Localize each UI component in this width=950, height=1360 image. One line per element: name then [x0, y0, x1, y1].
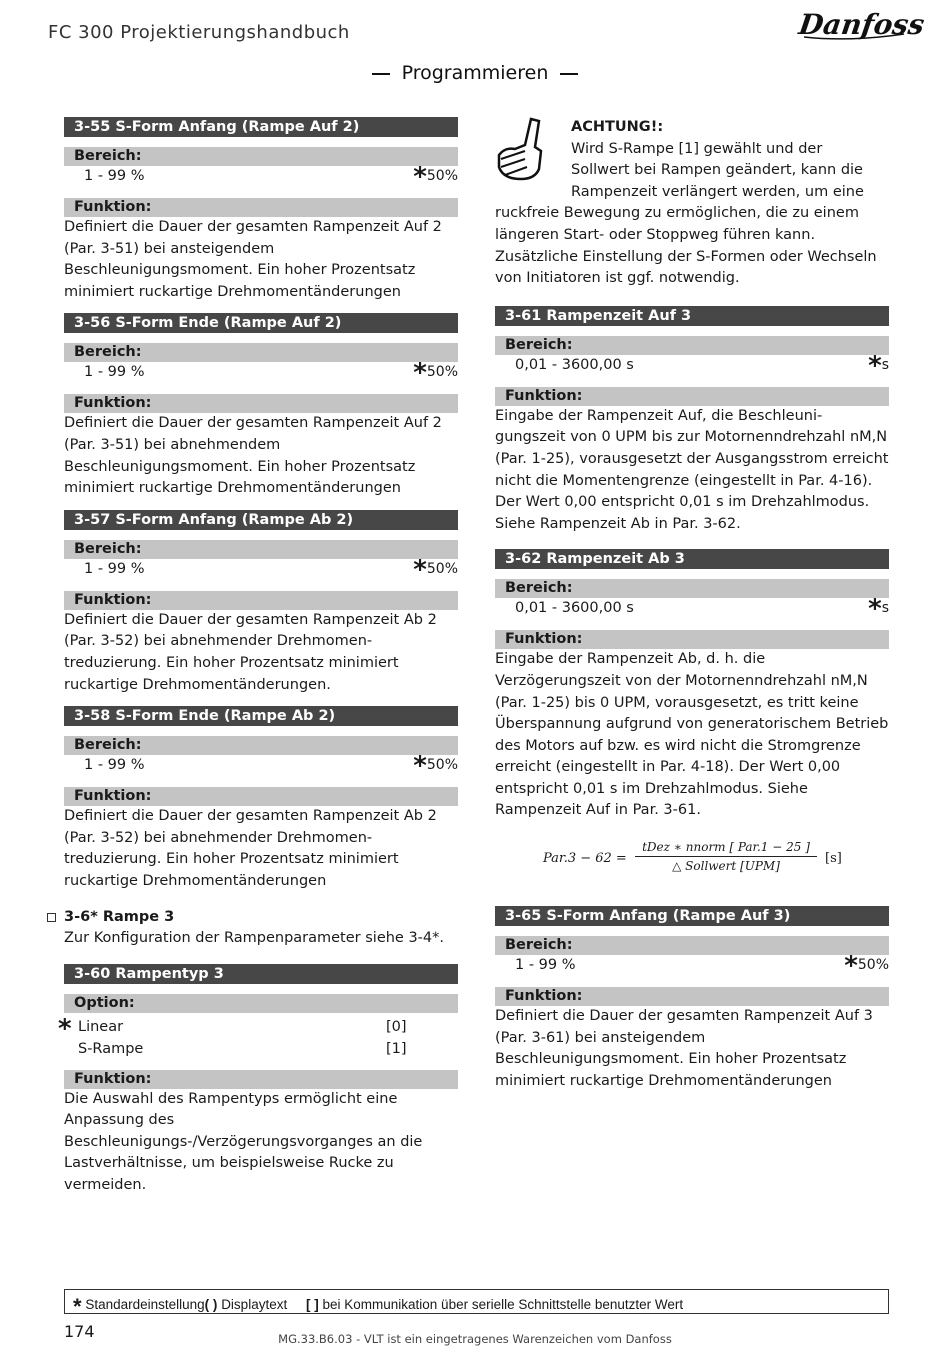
note-text: ruckfreie Bewegung zu ermöglichen, die zu einem längeren Start- oder Stoppweg führen kann. Zusätzliche Einstellung der S-Formen oder Wechseln von Initiatoren ist ggf. notwendig.	[495, 205, 877, 287]
hand-pointing-icon	[495, 117, 549, 183]
range-value: 1 - 99 %	[515, 957, 576, 974]
legend-paren: ( )	[204, 1297, 218, 1312]
right-column	[495, 117, 889, 1092]
function-label: Funktion:	[64, 394, 458, 413]
legend-serial: bei Kommunikation über serielle Schnittstelle benutzter Wert	[322, 1297, 684, 1312]
legend-bar	[64, 1289, 889, 1319]
default-value: *s	[868, 594, 889, 625]
checkbox-icon	[47, 913, 56, 922]
option-code: [0]	[386, 1018, 407, 1035]
param-title: 3-61 Rampenzeit Auf 3	[495, 306, 889, 326]
param-title: 3-62 Rampenzeit Ab 3	[495, 549, 889, 569]
default-value: *50%	[413, 162, 458, 192]
function-text: Eingabe der Rampenzeit Auf, die Beschleuni-gungszeit von 0 UPM bis zur Motornenndrehzahl nM,N (Par. 1-25), vorausgesetzt der Ausgangsstrom erreicht nicht die Momentengrenze (eingestellt in Par. 4-16). Der Wert 0,00 entspricht 0,01 s im Drehzahlmodus. Siehe Rampenzeit Ab in Par. 3-62.	[495, 407, 889, 532]
option-row	[58, 1013, 458, 1044]
param-3-56	[64, 313, 458, 499]
range-value: 0,01 - 3600,00 s	[515, 356, 634, 373]
function-label: Funktion:	[64, 198, 458, 217]
range-value: 0,01 - 3600,00 s	[515, 600, 634, 617]
note-line: Sollwert bei Rampen geändert, kann die	[571, 162, 863, 179]
param-3-57	[64, 510, 458, 696]
param-title: 3-56 S-Form Ende (Rampe Auf 2)	[64, 313, 458, 333]
range-label: Bereich:	[495, 336, 889, 355]
default-star-icon: *	[413, 162, 427, 192]
function-label: Funktion:	[495, 630, 889, 649]
formula	[495, 840, 889, 880]
range-row	[64, 751, 458, 782]
function-text: Definiert die Dauer der gesamten Rampenzeit Auf 2 (Par. 3-51) bei ansteigendem Beschleunigungsmoment. Ein hoher Prozentsatz minimiert ruckartige Drehmomentänderungen	[64, 219, 442, 300]
warning-note	[495, 117, 889, 290]
range-row	[495, 350, 889, 381]
option-label-text: Linear	[78, 1018, 124, 1035]
formula-unit: [s]	[825, 851, 842, 867]
option-label-text: S-Rampe	[78, 1040, 144, 1057]
function-label: Funktion:	[495, 387, 889, 406]
range-label: Bereich:	[64, 343, 458, 362]
param-3-55	[64, 117, 458, 303]
formula-denominator: △ Sollwert [UPM]	[672, 859, 780, 874]
default-value: *50%	[413, 751, 458, 782]
danfoss-logo	[796, 4, 927, 44]
param-title: 3-60 Rampentyp 3	[64, 964, 458, 984]
formula-lhs: Par.3 − 62 =	[543, 851, 627, 867]
range-row	[495, 951, 889, 982]
default-value: *50%	[413, 554, 458, 585]
function-text: Die Auswahl des Rampentyps ermöglicht eine Anpassung des Beschleunigungs-/Verzögerungsvorganges an die Lastverhältnisse, um beispielsweise Rucke zu vermeiden.	[64, 1090, 423, 1194]
range-label: Bereich:	[495, 579, 889, 598]
range-value: 1 - 99 %	[84, 560, 145, 577]
range-row	[64, 554, 458, 585]
option-row	[64, 1038, 458, 1060]
default-star-icon: *	[868, 594, 882, 625]
range-row	[64, 162, 458, 192]
document-title: FC 300 Projektierungshandbuch	[48, 22, 350, 43]
page-number: 174	[64, 1322, 95, 1341]
range-value: 1 - 99 %	[84, 757, 145, 774]
legend-default: Standardeinstellung	[85, 1297, 205, 1312]
function-label: Funktion:	[495, 987, 889, 1006]
range-label: Bereich:	[495, 936, 889, 955]
function-text: Definiert die Dauer der gesamten Rampenzeit Ab 2 (Par. 3-52) bei abnehmender Drehmomen-treduzierung. Ein hoher Prozentsatz minimiert ruckartige Drehmomentänderungen	[64, 808, 437, 889]
function-text: Definiert die Dauer der gesamten Rampenzeit Auf 2 (Par. 3-51) bei abnehmendem Beschleunigungsmoment. Ein hoher Prozentsatz minimiert ruckartige Drehmomentänderungen	[64, 415, 442, 497]
default-star-icon: *	[58, 1013, 72, 1044]
param-title: 3-57 S-Form Anfang (Rampe Ab 2)	[64, 510, 458, 530]
default-star-icon: *	[868, 350, 882, 381]
range-label: Bereich:	[64, 736, 458, 755]
function-text: Definiert die Dauer der gesamten Rampenzeit Ab 2 (Par. 3-52) bei abnehmender Drehmomen-treduzierung. Ein hoher Prozentsatz minimiert ruckartige Drehmomentänderungen.	[64, 611, 437, 693]
param-3-60	[58, 964, 458, 1197]
param-title: 3-65 S-Form Anfang (Rampe Auf 3)	[495, 906, 889, 926]
formula-fraction	[635, 840, 817, 873]
group-title: 3-6* Rampe 3	[64, 908, 175, 925]
section-title: Programmieren	[401, 62, 549, 84]
note-line: Rampenzeit verlängert werden, um eine	[571, 183, 864, 200]
range-value: 1 - 99 %	[84, 168, 145, 184]
note-line: Wird S-Rampe [1] gewählt und der	[571, 140, 823, 157]
option-label: Option:	[64, 994, 458, 1013]
function-text: Definiert die Dauer der gesamten Rampenzeit Auf 3 (Par. 3-61) bei ansteigendem Beschleunigungsmoment. Ein hoher Prozentsatz minimiert ruckartige Drehmomentänderungen	[495, 1008, 873, 1089]
legend-display: Displaytext	[221, 1297, 288, 1312]
param-title: 3-58 S-Form Ende (Rampe Ab 2)	[64, 706, 458, 726]
note-title: ACHTUNG!:	[571, 119, 664, 135]
default-value: *s	[868, 350, 889, 381]
footnote: MG.33.B6.03 - VLT ist ein eingetragenes Warenzeichen vom Danfoss	[278, 1332, 672, 1346]
svg-text:Danfoss: Danfoss	[796, 8, 927, 41]
section-heading	[0, 62, 950, 84]
default-value: *50%	[844, 951, 889, 982]
default-star-icon: *	[413, 751, 427, 782]
function-text: Eingabe der Rampenzeit Ab, d. h. die Verzögerungszeit von der Motornenndrehzahl nM,N (Par. 1-25) bis 0 UPM, vorausgesetzt, es tritt keine Überspannung aufgrund von generatorischem Betrieb des Motors auf bzw. es wird nicht die Stromgrenze erreicht (eingestellt in Par. 4-18). Der Wert 0,00 entspricht 0,01 s im Drehzahlmodus. Siehe Rampenzeit Auf in Par. 3-61.	[495, 651, 889, 819]
param-3-61	[495, 306, 889, 536]
formula-numerator: tDez ∗ nnorm [ Par.1 − 25 ]	[635, 840, 817, 857]
left-column	[58, 117, 458, 1197]
range-label: Bereich:	[64, 147, 458, 166]
default-star-icon: *	[73, 1294, 82, 1319]
default-star-icon: *	[413, 554, 427, 585]
default-value: *50%	[413, 358, 458, 389]
function-label: Funktion:	[64, 1070, 458, 1089]
range-row	[64, 358, 458, 389]
function-label: Funktion:	[64, 787, 458, 806]
legend-bracket: [ ]	[305, 1297, 319, 1312]
default-star-icon: *	[413, 358, 427, 389]
group-text: Zur Konfiguration der Rampenparameter siehe 3-4*.	[64, 930, 445, 947]
range-label: Bereich:	[64, 540, 458, 559]
group-3-6	[64, 907, 458, 950]
range-row	[495, 594, 889, 625]
param-3-58	[64, 706, 458, 892]
param-3-65	[495, 906, 889, 1092]
param-title: 3-55 S-Form Anfang (Rampe Auf 2)	[64, 117, 458, 137]
param-3-62	[495, 549, 889, 822]
function-label: Funktion:	[64, 591, 458, 610]
range-value: 1 - 99 %	[84, 364, 145, 381]
option-code: [1]	[386, 1040, 407, 1057]
default-star-icon: *	[844, 951, 858, 982]
